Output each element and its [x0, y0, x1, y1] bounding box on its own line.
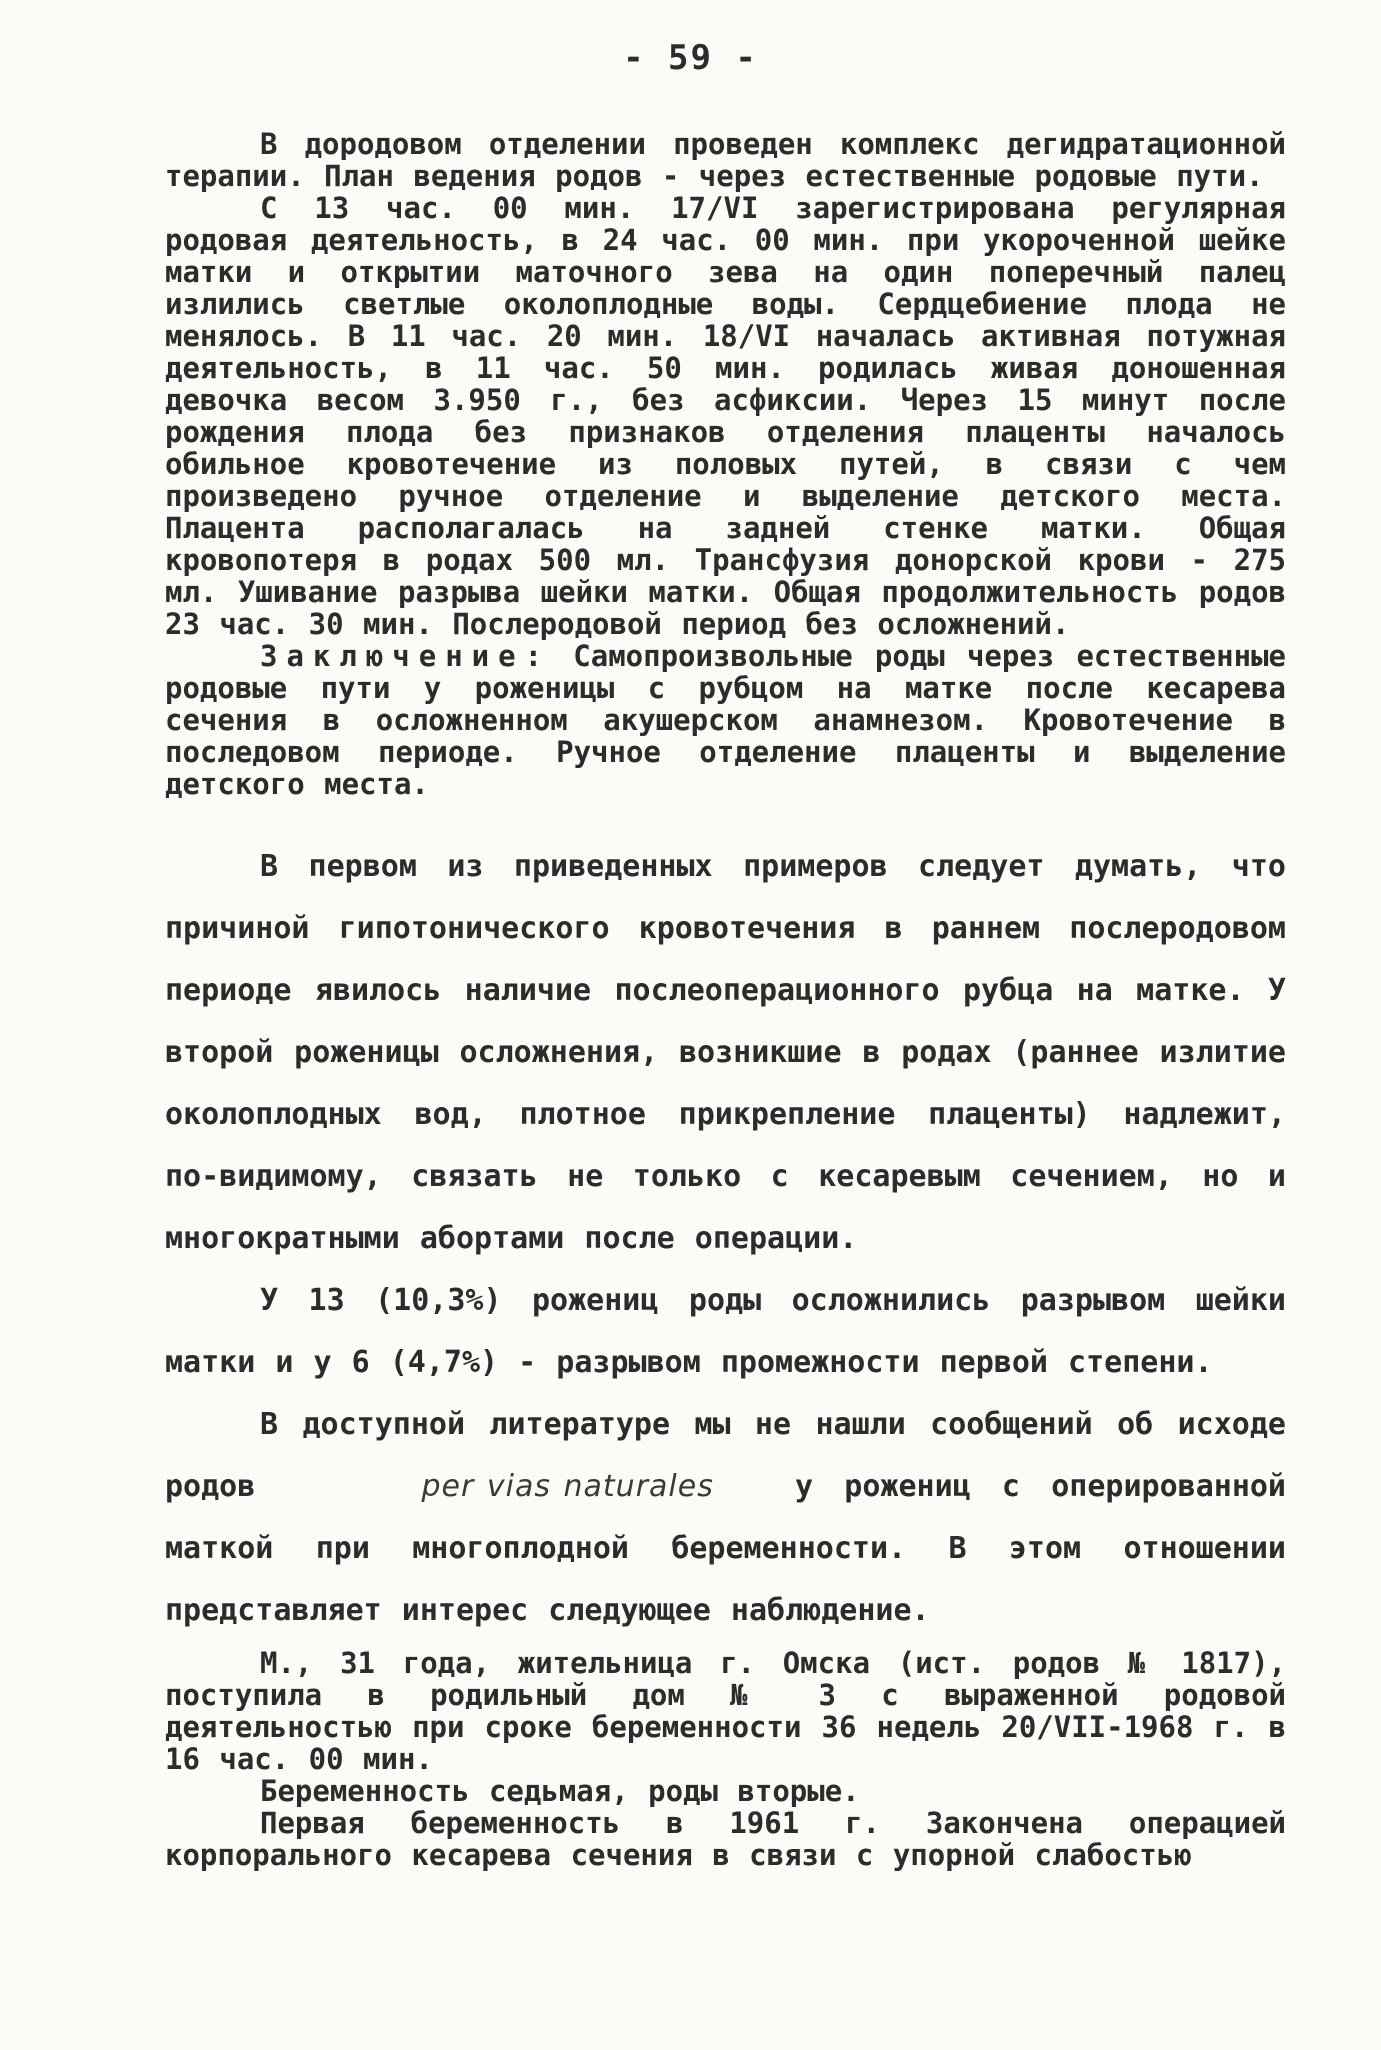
- main-paragraph-statistics: У 13 (10,3%) рожениц роды осложнились разрывом шейки матки и у 6 (4,7%) - разрывом промежности первой степени.: [165, 1283, 1286, 1380]
- literature-text-before: В доступной литературе мы не нашли сообщений об исходе родов: [165, 1407, 1286, 1504]
- handwritten-insert: per vias naturales: [421, 1469, 714, 1504]
- second-case-pregnancy: Беременность седьмая, роды вторые.: [260, 1774, 860, 1808]
- literature-text-after: у рожениц с оперированной маткой при многоплодной беременности. В этом отношении представляет интерес следующее наблюдение.: [165, 1469, 1286, 1628]
- page-number: - 59 -: [623, 38, 758, 78]
- case-paragraph-labor: С 13 час. 00 мин. 17/VI зарегистрирована регулярная родовая деятельность, в 24 час. 00 мин. при укороченной шейке матки и открытии маточного зева на один поперечный палец излились светлые околоплодные воды. Сердцебиение плода не менялось. В 11 час. 20 мин. 18/VI началась активная потужная деятельность, в 11 час. 50 мин. родилась живая доношенная девочка весом 3.950 г., без асфиксии. Через 15 минут после рождения плода без признаков отделения плаценты началось обильное кровотечение из половых путей, в связи с чем произведено ручное отделение и выделение детского места. Плацента располагалась на задней стенке матки. Общая кровопотеря в родах 500 мл. Трансфузия донорской крови - 275 мл. Ушивание разрыва шейки матки. Общая продолжительность родов 23 час. 30 мин. Послеродовой период без осложнений.: [165, 191, 1286, 641]
- main-paragraph-discussion: В первом из приведенных примеров следует думать, что причиной гипотонического кровотечения в раннем послеродовом периоде явилось наличие послеоперационного рубца на матке. У второй роженицы осложнения, возникшие в родах (раннее излитие околоплодных вод, плотное прикрепление плаценты) надлежит, по-видимому, связать не только с кесаревым сечением, но и многократными абортами после операции.: [165, 849, 1286, 1256]
- case-paragraph-conclusion: [165, 640, 1286, 800]
- main-paragraph-literature: [165, 1394, 1286, 1642]
- conclusion-text: Самопроизвольные роды через естественные родовые пути у роженицы с рубцом на матке после кесарева сечения в осложненном акушерском анамнезом. Кровотечение в последовом периоде. Ручное отделение плаценты и выделение детского места.: [165, 639, 1286, 801]
- conclusion-label: Заключение:: [260, 639, 552, 673]
- case-record-block: [165, 128, 1286, 800]
- main-text-block: [165, 836, 1286, 1642]
- second-case-history: Первая беременность в 1961 г. Закончена операцией корпорального кесарева сечения в связи с упорной слабостью: [165, 1806, 1286, 1872]
- second-case-admission: М., 31 года, жительница г. Омска (ист. родов № 1817), поступила в родильный дом № 3 с выраженной родовой деятельностью при сроке беременности 36 недель 20/VII-1968 г. в 16 час. 00 мин.: [165, 1646, 1286, 1776]
- case-paragraph-therapy: В дородовом отделении проведен комплекс дегидратационной терапии. План ведения родов - через естественные родовые пути.: [165, 127, 1286, 193]
- second-case-block: [165, 1647, 1286, 1871]
